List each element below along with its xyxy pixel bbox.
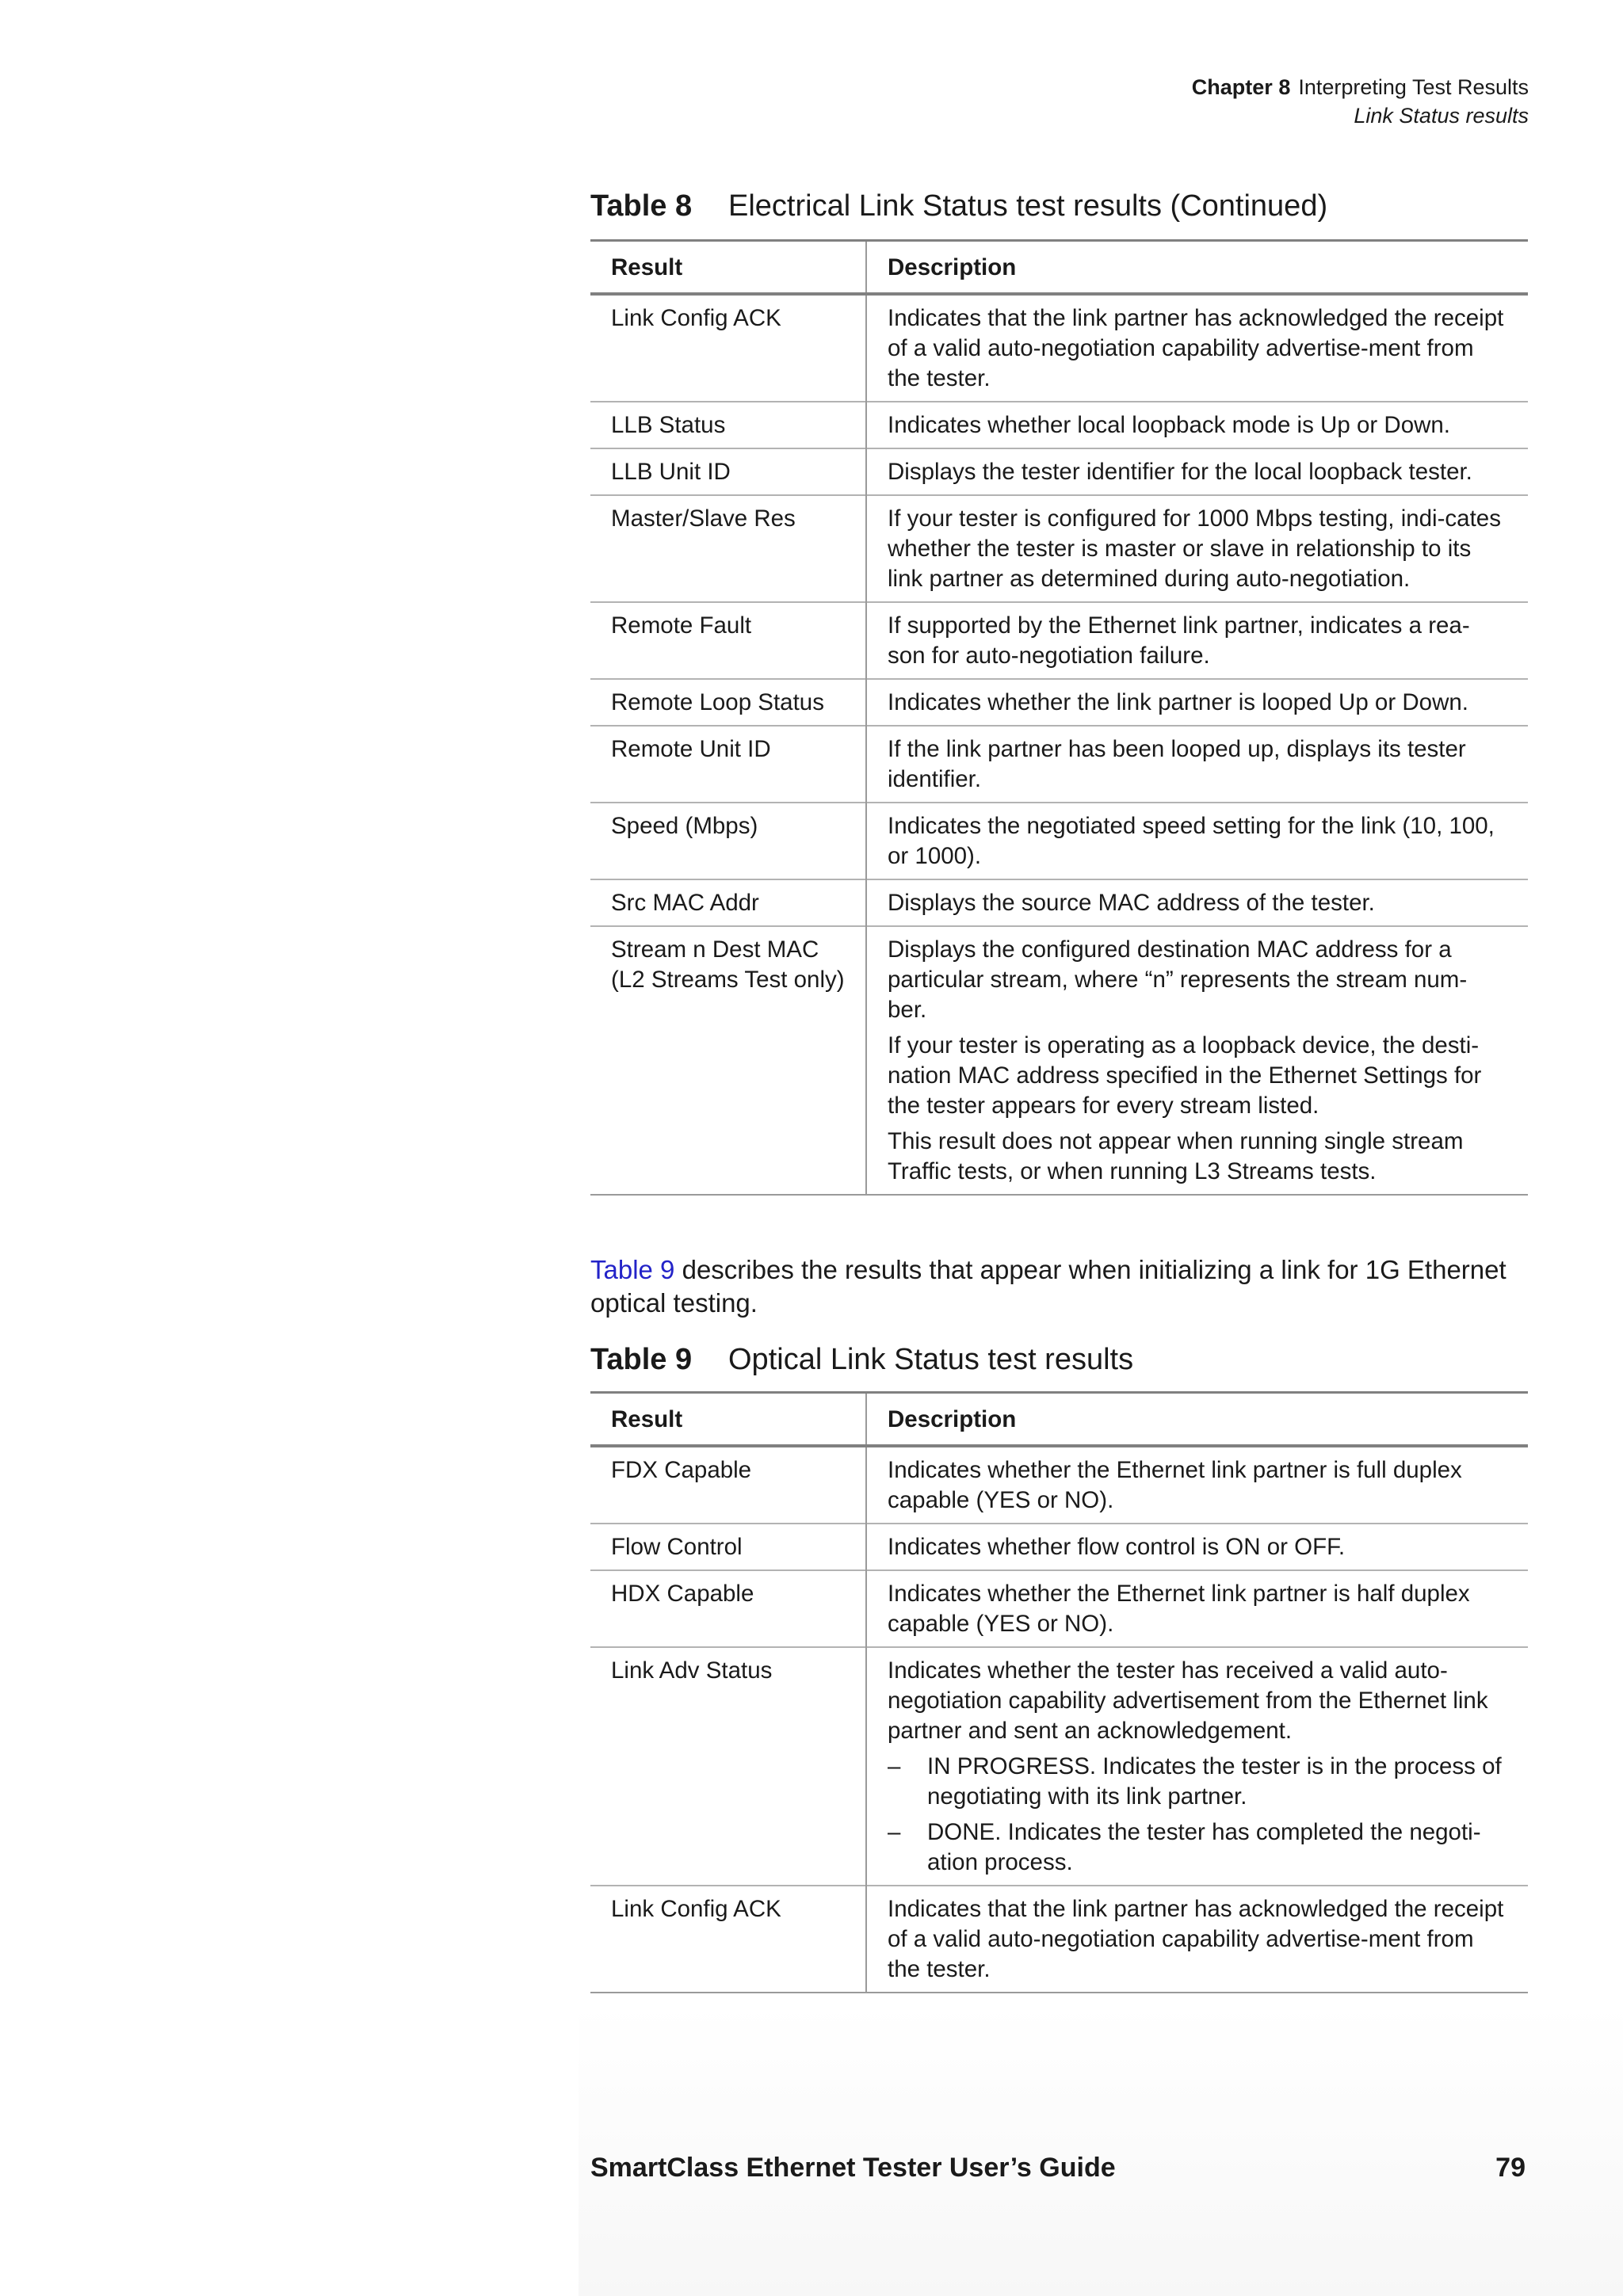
result-cell: Remote Unit ID bbox=[590, 726, 866, 803]
description-paragraph: If your tester is operating as a loopback device, the desti-nation MAC address specified in the Ethernet Settings for the tester appears for every stream listed. bbox=[888, 1032, 1482, 1119]
table-row bbox=[590, 726, 1528, 803]
result-cell: Link Config ACK bbox=[590, 1886, 866, 1993]
dash-marker: – bbox=[888, 1819, 901, 1845]
table8-header-result: Result bbox=[590, 241, 866, 295]
description-paragraph: If supported by the Ethernet link partner, indicates a rea-son for auto-negotiation failure. bbox=[888, 612, 1470, 669]
table-row bbox=[590, 1446, 1528, 1524]
table8-header-description: Description bbox=[866, 241, 1528, 295]
description-cell bbox=[866, 1647, 1528, 1886]
result-cell: Link Config ACK bbox=[611, 305, 781, 331]
page-footer bbox=[590, 2150, 1526, 2185]
description-cell bbox=[866, 1446, 1528, 1524]
result-cell: Flow Control bbox=[590, 1524, 866, 1570]
description-cell bbox=[866, 602, 1528, 679]
table9-header-result: Result bbox=[590, 1393, 866, 1447]
table-row bbox=[590, 926, 1528, 1195]
result-cell: Master/Slave Res bbox=[590, 495, 866, 602]
description-cell bbox=[866, 402, 1528, 448]
table8-title: Electrical Link Status test results (Continued) bbox=[728, 189, 1328, 223]
chapter-label: Chapter 8 bbox=[1191, 75, 1291, 99]
description-paragraph: Displays the tester identifier for the local loopback tester. bbox=[888, 459, 1472, 485]
description-cell bbox=[866, 448, 1528, 495]
description-cell bbox=[866, 803, 1528, 879]
table-row bbox=[590, 879, 1528, 926]
description-cell bbox=[866, 926, 1528, 1195]
table9 bbox=[590, 1391, 1528, 1993]
description-paragraph: Indicates whether the Ethernet link partner is half duplex capable (YES or NO). bbox=[888, 1581, 1470, 1637]
table9-header-description: Description bbox=[866, 1393, 1528, 1447]
table8-number: Table 8 bbox=[590, 189, 693, 223]
description-paragraph: Indicates whether the tester has received a valid auto-negotiation capability advertisement from the Ethernet link partner and sent an acknowledgement. bbox=[888, 1657, 1488, 1744]
description-cell bbox=[866, 1886, 1528, 1993]
description-paragraph: This result does not appear when running single stream Traffic tests, or when running L3 Streams tests. bbox=[888, 1128, 1464, 1184]
description-paragraph: If your tester is configured for 1000 Mbps testing, indi-cates whether the tester is master or slave in relationship to its link partner as determined during auto-negotiation. bbox=[888, 505, 1501, 592]
dash-marker: – bbox=[888, 1753, 901, 1779]
result-cell: Speed (Mbps) bbox=[590, 803, 866, 879]
description-cell bbox=[866, 879, 1528, 926]
description-paragraph: Indicates whether flow control is ON or OFF. bbox=[888, 1534, 1346, 1560]
table8-block bbox=[590, 187, 1528, 1196]
description-cell bbox=[866, 679, 1528, 726]
bullet-text: IN PROGRESS. Indicates the tester is in the process of negotiating with its link partner. bbox=[927, 1753, 1502, 1810]
result-cell: FDX Capable bbox=[611, 1457, 752, 1483]
description-paragraph: Indicates whether the link partner is looped Up or Down. bbox=[888, 689, 1468, 715]
table9-body bbox=[590, 1446, 1528, 1993]
result-cell: Remote Fault bbox=[590, 602, 866, 679]
table8-caption bbox=[590, 187, 1528, 225]
bullet-text: DONE. Indicates the tester has completed the negoti-ation process. bbox=[927, 1819, 1481, 1875]
table9-link[interactable]: Table 9 bbox=[590, 1255, 675, 1284]
result-cell: Src MAC Addr bbox=[590, 879, 866, 926]
result-cell: LLB Unit ID bbox=[590, 448, 866, 495]
guide-title: SmartClass Ethernet Tester User’s Guide bbox=[590, 2153, 1116, 2183]
description-cell bbox=[866, 726, 1528, 803]
table-row bbox=[590, 679, 1528, 726]
description-paragraph: Indicates that the link partner has acknowledged the receipt of a valid auto-negotiation capability advertise-ment from the tester. bbox=[888, 1896, 1504, 1982]
table-row bbox=[590, 294, 1528, 402]
description-cell bbox=[866, 495, 1528, 602]
running-header bbox=[1192, 73, 1529, 130]
result-cell: HDX Capable bbox=[590, 1570, 866, 1647]
table-row bbox=[590, 803, 1528, 879]
result-cell: LLB Status bbox=[590, 402, 866, 448]
table9-caption bbox=[590, 1341, 1528, 1379]
description-paragraph: Displays the configured destination MAC address for a particular stream, where “n” represents the stream num-ber. bbox=[888, 936, 1468, 1023]
description-paragraph: Indicates that the link partner has acknowledged the receipt of a valid auto-negotiation capability advertise-ment from the tester. bbox=[888, 305, 1504, 391]
table8-body bbox=[590, 294, 1528, 1195]
description-cell bbox=[866, 1524, 1528, 1570]
table-row bbox=[590, 448, 1528, 495]
table-row bbox=[590, 495, 1528, 602]
description-bullet bbox=[888, 1752, 1506, 1812]
description-paragraph: Displays the source MAC address of the tester. bbox=[888, 890, 1375, 916]
table-row bbox=[590, 402, 1528, 448]
result-cell: Remote Loop Status bbox=[590, 679, 866, 726]
section-title: Link Status results bbox=[1354, 104, 1529, 128]
table9-number: Table 9 bbox=[590, 1343, 693, 1376]
intro-text: describes the results that appear when initializing a link for 1G Ethernet optical testing. bbox=[590, 1255, 1507, 1318]
description-bullet bbox=[888, 1817, 1506, 1878]
table9-block bbox=[590, 1253, 1528, 1993]
description-paragraph: If the link partner has been looped up, displays its tester identifier. bbox=[888, 736, 1466, 792]
result-cell: Stream n Dest MAC (L2 Streams Test only) bbox=[590, 926, 866, 1195]
table-row bbox=[590, 1886, 1528, 1993]
table8 bbox=[590, 239, 1528, 1196]
intro-paragraph bbox=[590, 1253, 1528, 1320]
description-paragraph: Indicates the negotiated speed setting for the link (10, 100, or 1000). bbox=[888, 813, 1495, 869]
chapter-title: Interpreting Test Results bbox=[1298, 75, 1529, 99]
description-cell bbox=[866, 294, 1528, 402]
table-row bbox=[590, 1570, 1528, 1647]
description-cell bbox=[866, 1570, 1528, 1647]
table-row bbox=[590, 1647, 1528, 1886]
table9-title: Optical Link Status test results bbox=[728, 1343, 1134, 1376]
table-row bbox=[590, 1524, 1528, 1570]
page-number: 79 bbox=[1495, 2153, 1526, 2183]
table-row bbox=[590, 602, 1528, 679]
result-cell: Link Adv Status bbox=[590, 1647, 866, 1886]
description-paragraph: Indicates whether the Ethernet link partner is full duplex capable (YES or NO). bbox=[888, 1457, 1462, 1513]
description-paragraph: Indicates whether local loopback mode is Up or Down. bbox=[888, 412, 1451, 438]
